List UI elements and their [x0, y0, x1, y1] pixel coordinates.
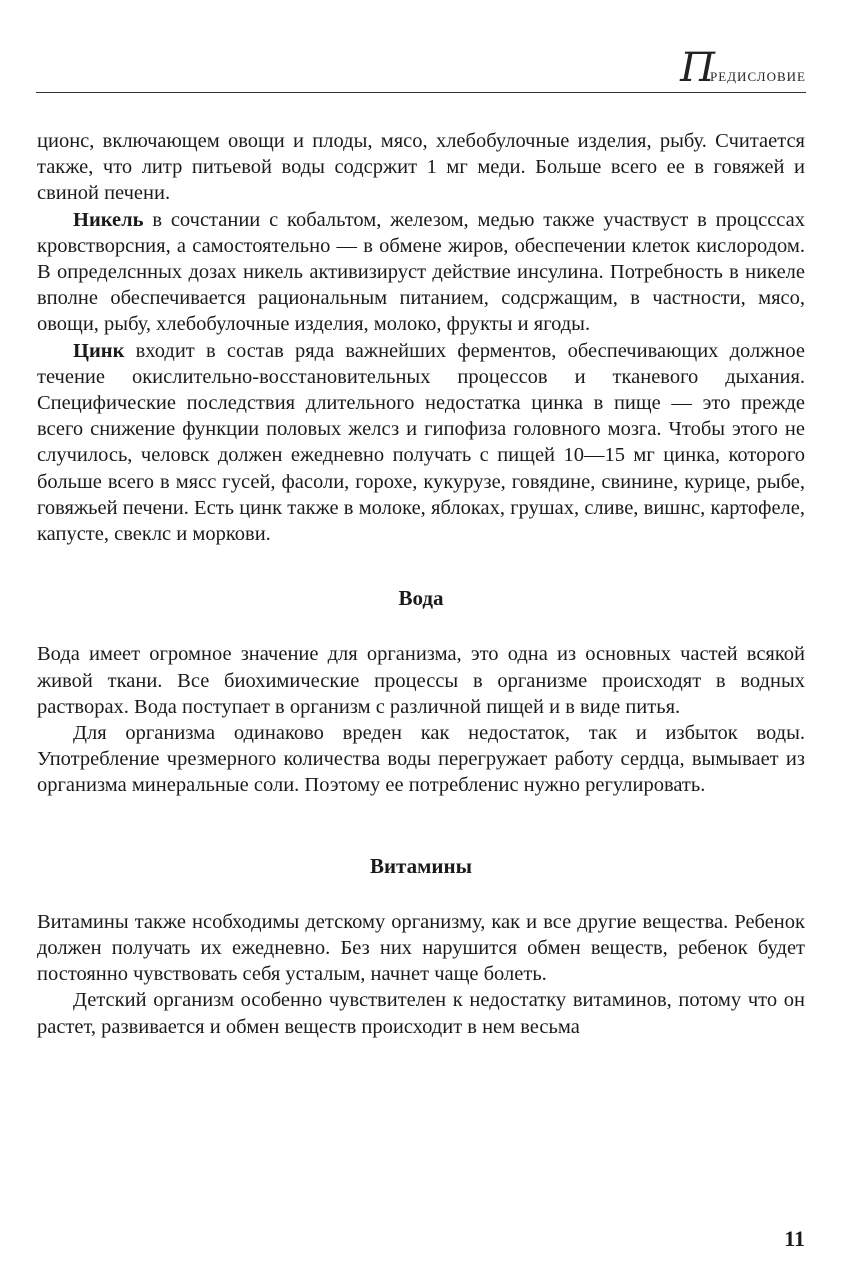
paragraph-nickel	[37, 207, 805, 338]
heading-vitamins: Витамины	[369, 853, 473, 878]
page-header	[36, 38, 806, 93]
running-head	[680, 45, 806, 91]
heading-water: Вода	[398, 586, 444, 611]
paragraph-vitamins-2: Детский организм особенно чувствителен к недостатку витаминов, потому что он растет, развивается и обмен веществ происходит в нем весьма	[37, 989, 805, 1038]
term-nickel: Никель	[73, 208, 144, 231]
page-body	[37, 128, 805, 1040]
paragraph-water-2: Для организма одинаково вреден как недостаток, так и избыток воды. Употребление чрезмерного количества воды перегружает работу сердца, вымывает из организма минеральные соли. Поэтому ее потребленис нужно регулировать.	[37, 722, 805, 797]
paragraph-zinc-text: входит в состав ряда важнейших ферментов, обеспечивающих должное течение окислительно-восстановительных процессов и тканевого дыхания. Специфические последствия длительного недостатка цинка в пище — это прежде всего снижение функции половых желсз и гипофиза головного мозга. Чтобы этого не случилось, человск должен ежедневно получать с пищей 10—15 мг цинка, которого больше всего в мясс гусей, фасоли, горохе, кукурузе, говядине, свинине, курице, рыбе, говяжьей печени. Есть цинк также в молоке, яблоках, грушах, сливе, вишнс, картофеле, капусте, свеклс и моркови.	[37, 339, 805, 546]
paragraph-vitamins-1: Витамины также нсобходимы детскому организму, как и все другие вещества. Ребенок должен получать их ежедневно. Без них нарушится обмен веществ, ребенок будет постоянно чувствовать себя усталым, начнет чаще болеть.	[37, 910, 805, 986]
running-head-rest: редисловие	[710, 65, 806, 86]
term-zinc: Цинк	[73, 339, 125, 362]
paragraph-copper-continued: ционс, включающем овощи и плоды, мясо, хлебобулочные изделия, рыбу. Считается также, что литр питьевой воды содсржит 1 мг меди. Больше всего ее в говяжей и свиной печени.	[37, 130, 805, 205]
paragraph-zinc	[37, 338, 805, 548]
running-head-initial: П	[680, 45, 717, 91]
page-number: 11	[784, 1226, 805, 1251]
paragraph-nickel-text: в сочстании с кобальтом, железом, медью также участвуст в процсссах кровстворсния, а самостоятельно — в обмене жиров, обеспечении клеток кислородом. В определснных дозах никель активизируст действие инсулина. Потребность в никеле вполне обеспечивается рациональным питанием, содсржащим, в частности, мясо, овощи, рыбу, хлебобулочные изделия, молоко, фрукты и ягоды.	[37, 208, 805, 336]
paragraph-water-1: Вода имеет огромное значение для организма, это одна из основных частей всякой живой ткани. Все биохимические процессы в организме происходят в водных растворах. Вода поступает в организм с различной пищей и в виде питья.	[37, 643, 805, 718]
